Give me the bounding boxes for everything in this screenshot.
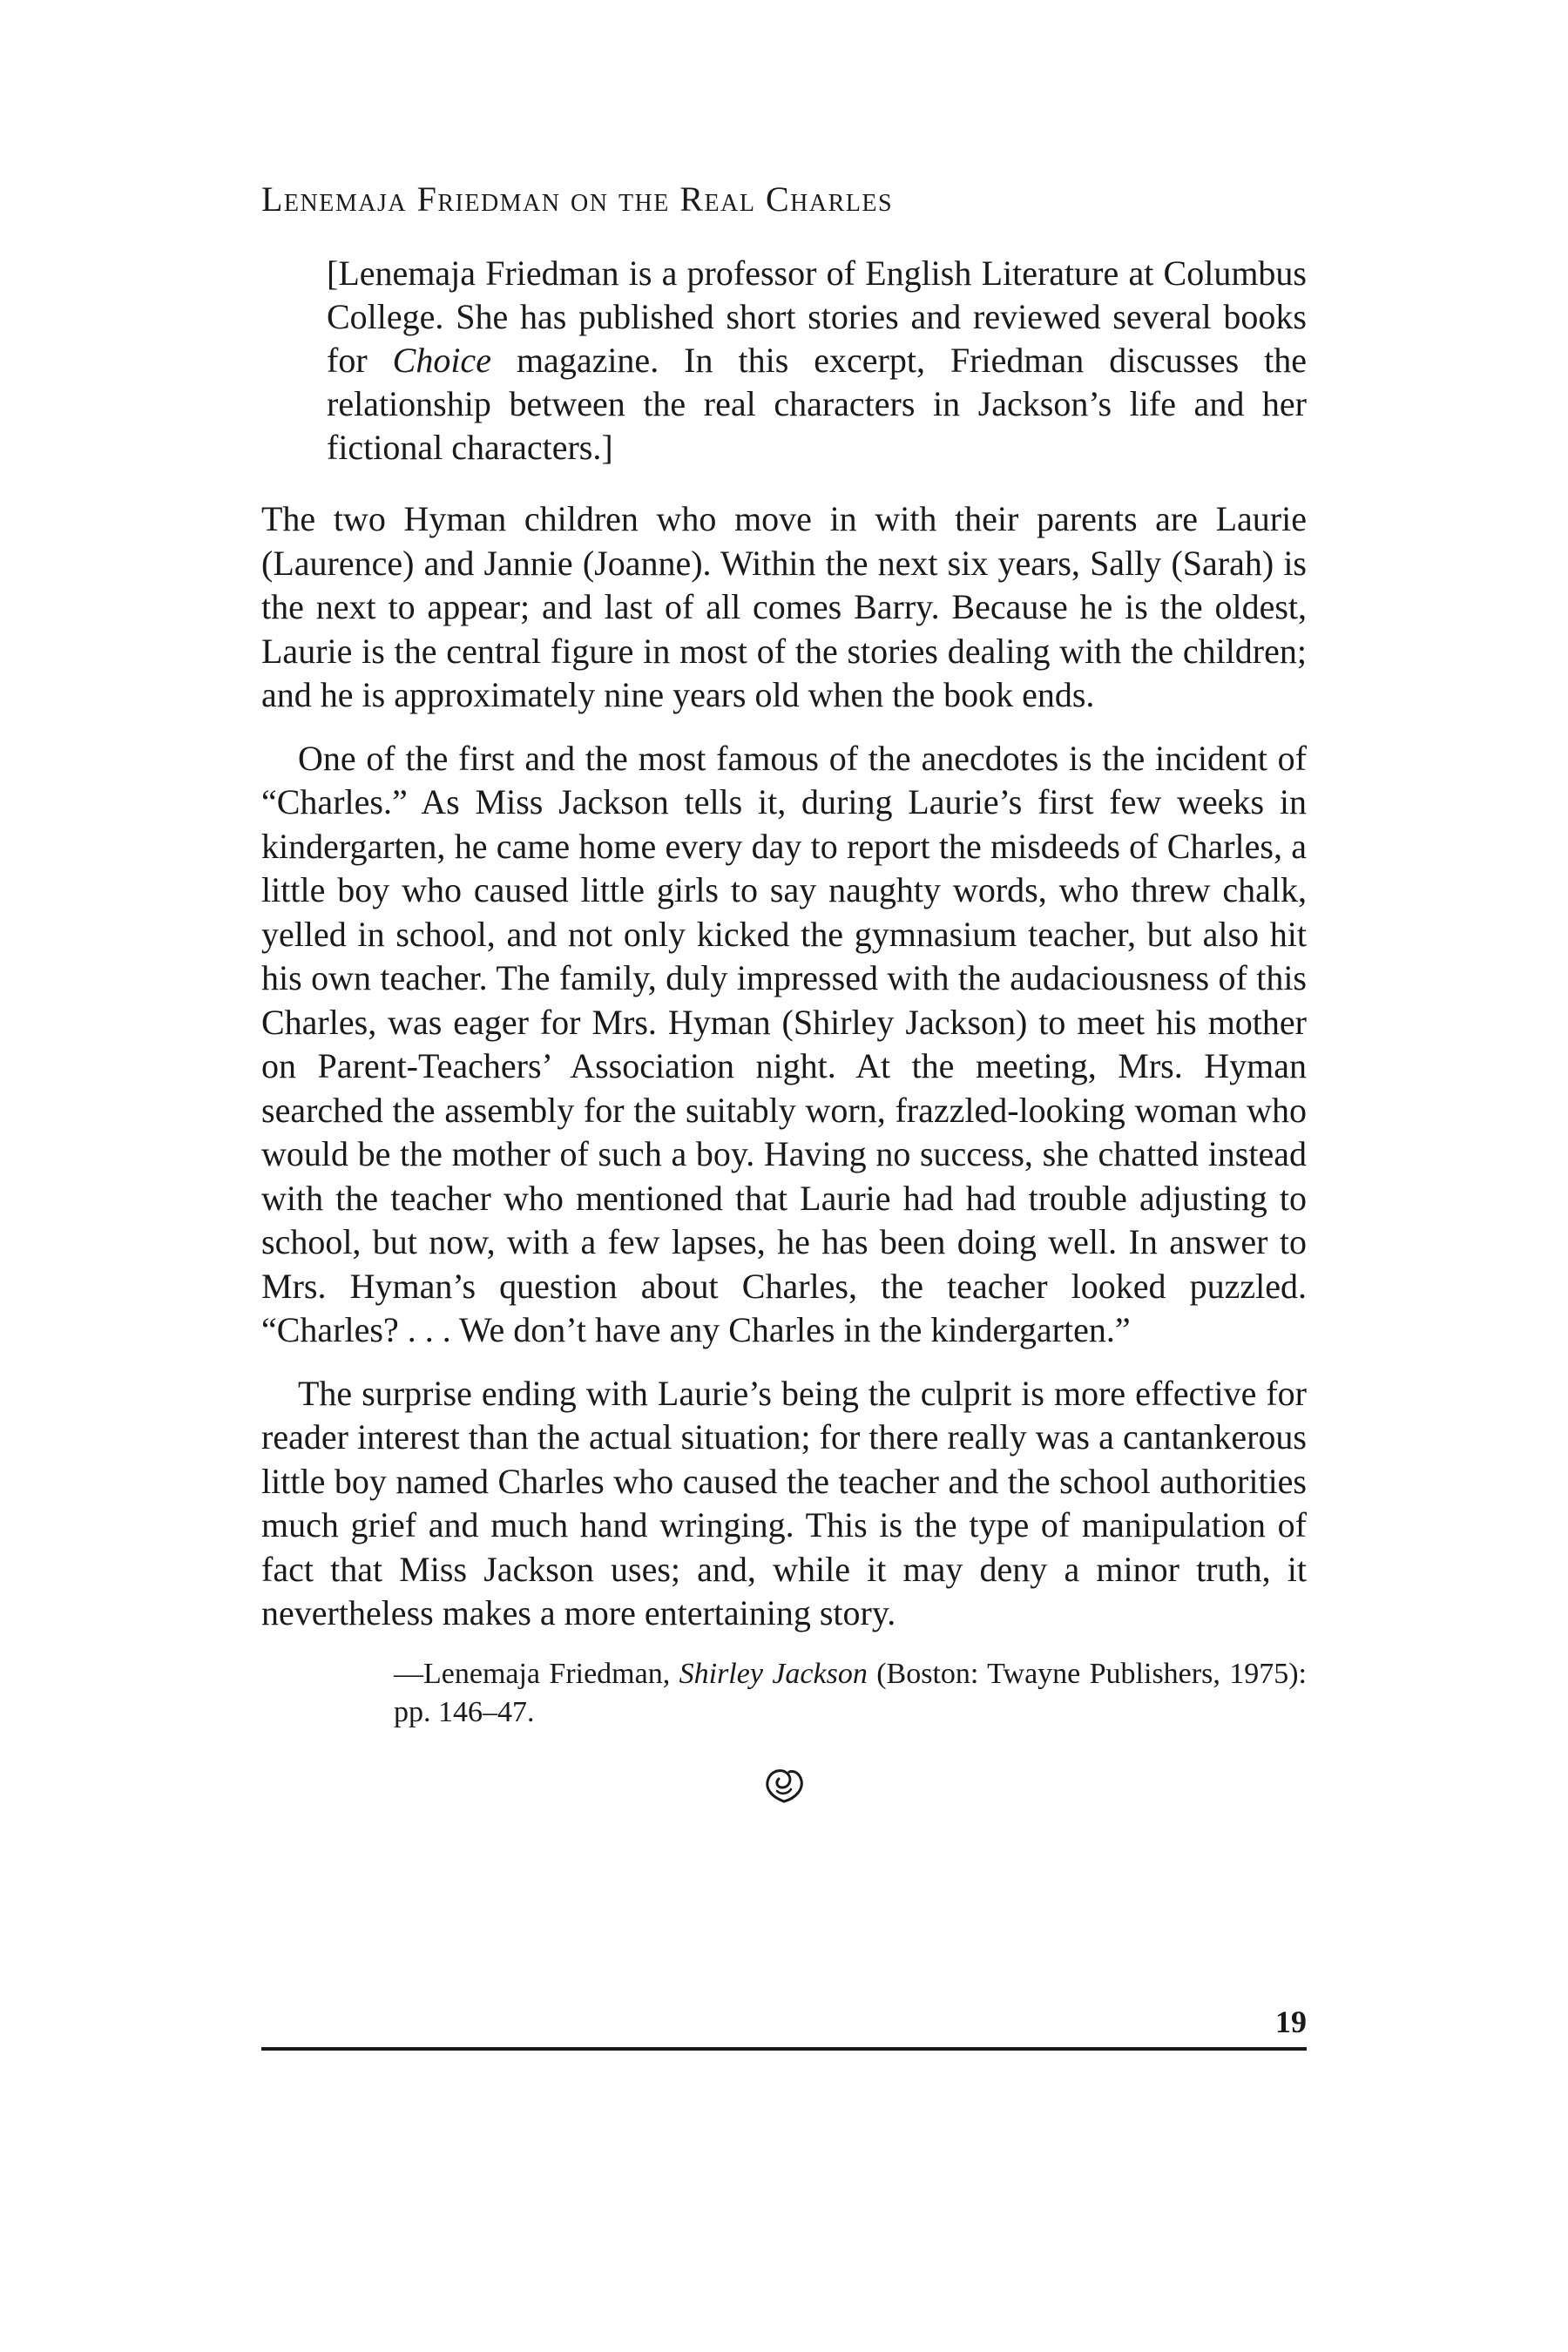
ornament	[261, 1765, 1307, 1807]
paragraph-1: The two Hyman children who move in with their parents are Laurie (Laurence) and Jannie (Joanne). Within the next six years, Sally (Sarah) is the next to appear; and last of all comes Barry. Because he is the oldest, Laurie is the central figure in most of the stories dealing with the children; and he is approximately nine years old when the book ends.	[261, 499, 1307, 714]
fleuron-ornament-icon	[761, 1765, 807, 1807]
citation-book-title: Shirley Jackson	[679, 1657, 868, 1690]
page-footer	[261, 2002, 1307, 2051]
footer-rule	[261, 2047, 1307, 2051]
intro-magazine-title: Choice	[392, 341, 491, 380]
intro-note	[327, 252, 1307, 470]
intro-text-start: [Lenemaja Friedman is a professor of English Literature at Columbus College. She has published short stories and reviewed several books for	[327, 253, 1307, 380]
citation-author: —Lenemaja Friedman,	[394, 1657, 679, 1690]
section-heading: Lenemaja Friedman on the Real Charles	[261, 179, 894, 219]
citation	[394, 1655, 1307, 1732]
citation-publication: (Boston: Twayne Publishers, 1975): pp. 146–47.	[394, 1657, 1307, 1728]
paragraph-3: The surprise ending with Laurie’s being the culprit is more effective for reader interest than the actual situation; for there really was a cantankerous little boy named Charles who caused the teacher and the school authorities much grief and much hand wringing. This is the type of manipulation of fact that Miss Jackson uses; and, while it may deny a minor truth, it nevertheless makes a more entertaining story.	[261, 1373, 1307, 1632]
page-number: 19	[1275, 2004, 1307, 2039]
paragraph-2: One of the first and the most famous of the anecdotes is the incident of “Charles.” As Miss Jackson tells it, during Laurie’s first few weeks in kindergarten, he came home every day to report the misdeeds of Charles, a little boy who caused little girls to say naughty words, who threw chalk, yelled in school, and not only kicked the gymnasium teacher, but also hit his own teacher. The family, duly impressed with the audaciousness of this Charles, was eager for Mrs. Hyman (Shirley Jackson) to meet his mother on Parent-Teachers’ Association night. At the meeting, Mrs. Hyman searched the assembly for the suitably worn, frazzled-looking woman who would be the mother of such a boy. Having no success, she chatted instead with the teacher who mentioned that Laurie had had trouble adjusting to school, but now, with a few lapses, he has been doing well. In answer to Mrs. Hyman’s question about Charles, the teacher looked puzzled. “Charles? . . . We don’t have any Charles in the kindergarten.”	[261, 738, 1307, 1349]
page-body	[261, 179, 1307, 1807]
intro-text-end: magazine. In this excerpt, Friedman discusses the relationship between the real characters in Jackson’s life and her fictional characters.]	[327, 341, 1308, 467]
